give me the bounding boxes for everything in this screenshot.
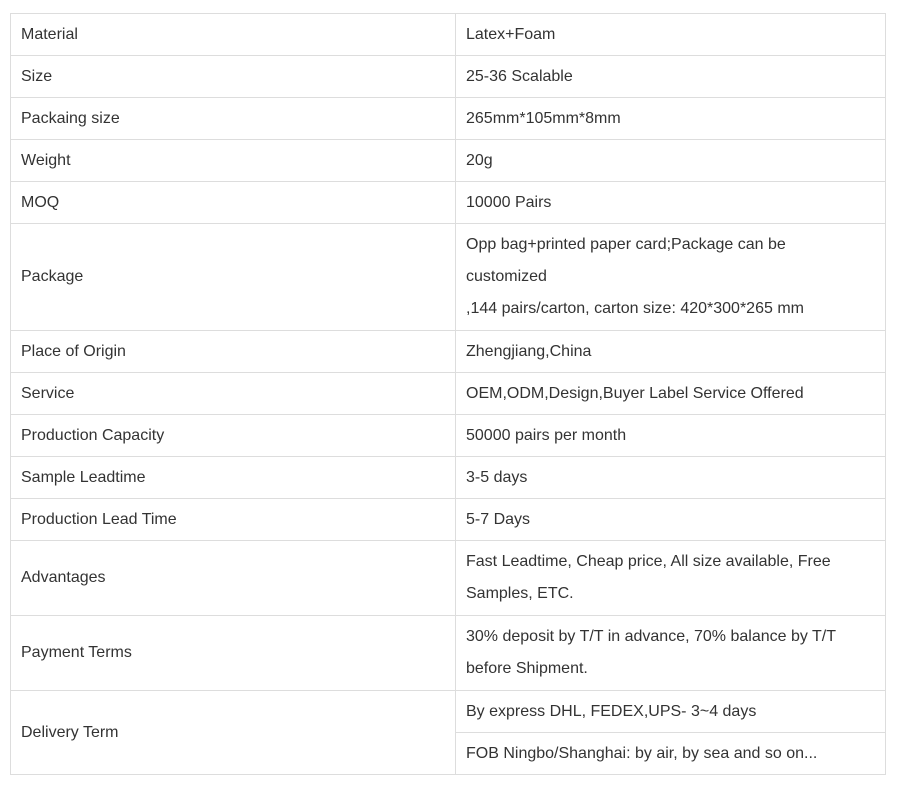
value-line: Fast Leadtime, Cheap price, All size available, Free bbox=[466, 553, 831, 570]
table-row bbox=[11, 182, 886, 224]
row-label: Place of Origin bbox=[11, 331, 456, 373]
table-row bbox=[11, 14, 886, 56]
table-row bbox=[11, 331, 886, 373]
row-label: Payment Terms bbox=[11, 616, 456, 691]
value-line: customized bbox=[466, 268, 547, 285]
row-value: 10000 Pairs bbox=[456, 182, 886, 224]
row-label: Delivery Term bbox=[11, 691, 456, 775]
row-value: 25-36 Scalable bbox=[456, 56, 886, 98]
row-label: Advantages bbox=[11, 541, 456, 616]
row-label: Weight bbox=[11, 140, 456, 182]
table-row bbox=[11, 499, 886, 541]
table-row bbox=[11, 224, 886, 331]
row-label: Packaing size bbox=[11, 98, 456, 140]
row-label: Size bbox=[11, 56, 456, 98]
table-row bbox=[11, 140, 886, 182]
row-label: Service bbox=[11, 373, 456, 415]
row-label: Production Lead Time bbox=[11, 499, 456, 541]
row-label: Package bbox=[11, 224, 456, 331]
row-value: 3-5 days bbox=[456, 457, 886, 499]
row-value: By express DHL, FEDEX,UPS- 3~4 days bbox=[456, 691, 886, 733]
row-value: 265mm*105mm*8mm bbox=[456, 98, 886, 140]
row-label: Material bbox=[11, 14, 456, 56]
row-value bbox=[456, 616, 886, 691]
value-line: ,144 pairs/carton, carton size: 420*300*265 mm bbox=[466, 300, 804, 317]
row-value: 50000 pairs per month bbox=[456, 415, 886, 457]
table-row bbox=[11, 541, 886, 616]
table-row bbox=[11, 457, 886, 499]
row-value bbox=[456, 224, 886, 331]
value-line: before Shipment. bbox=[466, 660, 588, 677]
row-value: Zhengjiang,China bbox=[456, 331, 886, 373]
row-label: Sample Leadtime bbox=[11, 457, 456, 499]
row-value: OEM,ODM,Design,Buyer Label Service Offered bbox=[456, 373, 886, 415]
value-line: Opp bag+printed paper card;Package can be bbox=[466, 236, 786, 253]
value-line: 30% deposit by T/T in advance, 70% balance by T/T bbox=[466, 628, 836, 645]
row-value: FOB Ningbo/Shanghai: by air, by sea and so on... bbox=[456, 733, 886, 775]
row-label: MOQ bbox=[11, 182, 456, 224]
row-value: Latex+Foam bbox=[456, 14, 886, 56]
row-label: Production Capacity bbox=[11, 415, 456, 457]
table-row bbox=[11, 373, 886, 415]
table-row bbox=[11, 98, 886, 140]
specification-table bbox=[10, 13, 886, 775]
value-line: Samples, ETC. bbox=[466, 585, 574, 602]
table-row bbox=[11, 616, 886, 691]
table-row bbox=[11, 415, 886, 457]
table-row bbox=[11, 691, 886, 733]
row-value: 5-7 Days bbox=[456, 499, 886, 541]
row-value: 20g bbox=[456, 140, 886, 182]
table-row bbox=[11, 56, 886, 98]
row-value bbox=[456, 541, 886, 616]
